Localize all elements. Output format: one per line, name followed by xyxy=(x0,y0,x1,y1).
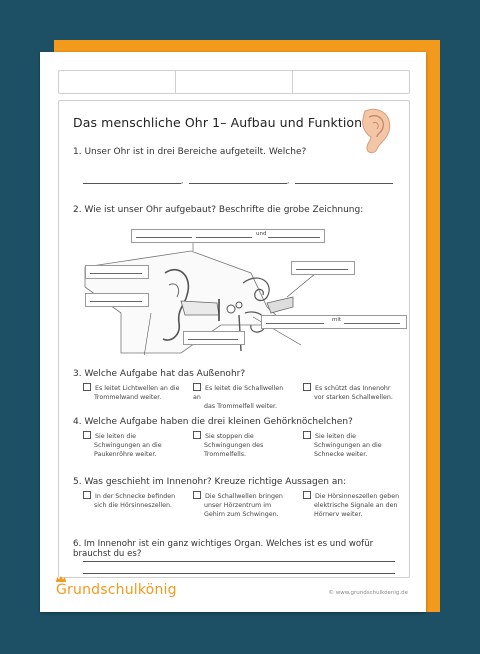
brand-logo: Grundschulkönig xyxy=(56,582,177,598)
question-5: 5. Was geschieht im Innenohr? Kreuze richtige Aussagen an: xyxy=(73,477,347,487)
checkbox[interactable] xyxy=(303,491,311,499)
word-mit: mit xyxy=(332,317,342,323)
word-und: und xyxy=(256,231,267,237)
option-q3-2[interactable]: Es leitet die Schallwellen an das Trommelfell weiter. xyxy=(193,385,284,410)
option-q5-1[interactable]: In der Schnecke befinden sich die Hörsinneszellen. xyxy=(83,491,181,510)
label-box-left-1[interactable] xyxy=(85,265,149,279)
label-box-bottom-right[interactable] xyxy=(261,315,407,329)
checkbox[interactable] xyxy=(303,431,311,439)
separator: , xyxy=(287,177,290,185)
answer-line[interactable] xyxy=(83,183,181,184)
question-3: 3. Welche Aufgabe hat das Außenohr? xyxy=(73,369,246,379)
header-cell xyxy=(293,71,409,93)
answer-line[interactable] xyxy=(83,561,395,562)
option-q4-3[interactable]: Sie leiten die Schwingungen an die Schnecke weiter. xyxy=(303,431,401,459)
option-q5-3[interactable]: Die Hörsinneszellen geben elektrische Signale an den Hörnerv weiter. xyxy=(303,491,401,519)
header-row xyxy=(58,70,410,94)
header-cell xyxy=(176,71,293,93)
question-4: 4. Welche Aufgabe haben die drei kleinen Gehörknöchelchen? xyxy=(73,417,353,427)
label-box-right[interactable] xyxy=(291,261,355,275)
page-title: Das menschliche Ohr 1– Aufbau und Funktion xyxy=(73,115,363,130)
label-box-top[interactable] xyxy=(131,229,325,243)
checkbox[interactable] xyxy=(193,491,201,499)
option-q5-2[interactable]: Die Schallwellen bringen unser Hörzentrum im Gehirn zum Schwingen. xyxy=(193,491,291,519)
ear-icon xyxy=(355,107,395,155)
checkbox[interactable] xyxy=(193,431,201,439)
checkbox[interactable] xyxy=(83,431,91,439)
worksheet-body xyxy=(58,100,410,578)
checkbox[interactable] xyxy=(83,383,91,391)
checkbox[interactable] xyxy=(303,383,311,391)
option-q4-1[interactable]: Sie leiten die Schwingungen an die Paukenröhre weiter. xyxy=(83,431,181,459)
header-cell xyxy=(59,71,176,93)
label-box-bottom[interactable] xyxy=(183,331,245,345)
separator: , xyxy=(181,177,184,185)
copyright-url: © www.grundschulkoenig.de xyxy=(328,590,408,596)
question-2: 2. Wie ist unser Ohr aufgebaut? Beschrifte die grobe Zeichnung: xyxy=(73,205,364,215)
answer-line[interactable] xyxy=(83,573,395,574)
worksheet xyxy=(40,52,426,612)
checkbox[interactable] xyxy=(83,491,91,499)
answer-line[interactable] xyxy=(295,183,393,184)
question-1: 1. Unser Ohr ist in drei Bereiche aufgeteilt. Welche? xyxy=(73,147,307,157)
label-box-left-2[interactable] xyxy=(85,293,149,307)
answer-line[interactable] xyxy=(189,183,287,184)
option-q3-3[interactable]: Es schützt das Innenohr vor starken Schallwellen. xyxy=(303,383,401,402)
option-q4-2[interactable]: Sie stoppen die Schwingungen des Trommelfells. xyxy=(193,431,291,459)
question-6: 6. Im Innenohr ist ein ganz wichtiges Organ. Welches ist es und wofür brauchst du es? xyxy=(73,539,374,559)
checkbox[interactable] xyxy=(193,383,201,391)
option-q3-1[interactable]: Es leitet Lichtwellen an die Trommelwand weiter. xyxy=(83,383,181,402)
